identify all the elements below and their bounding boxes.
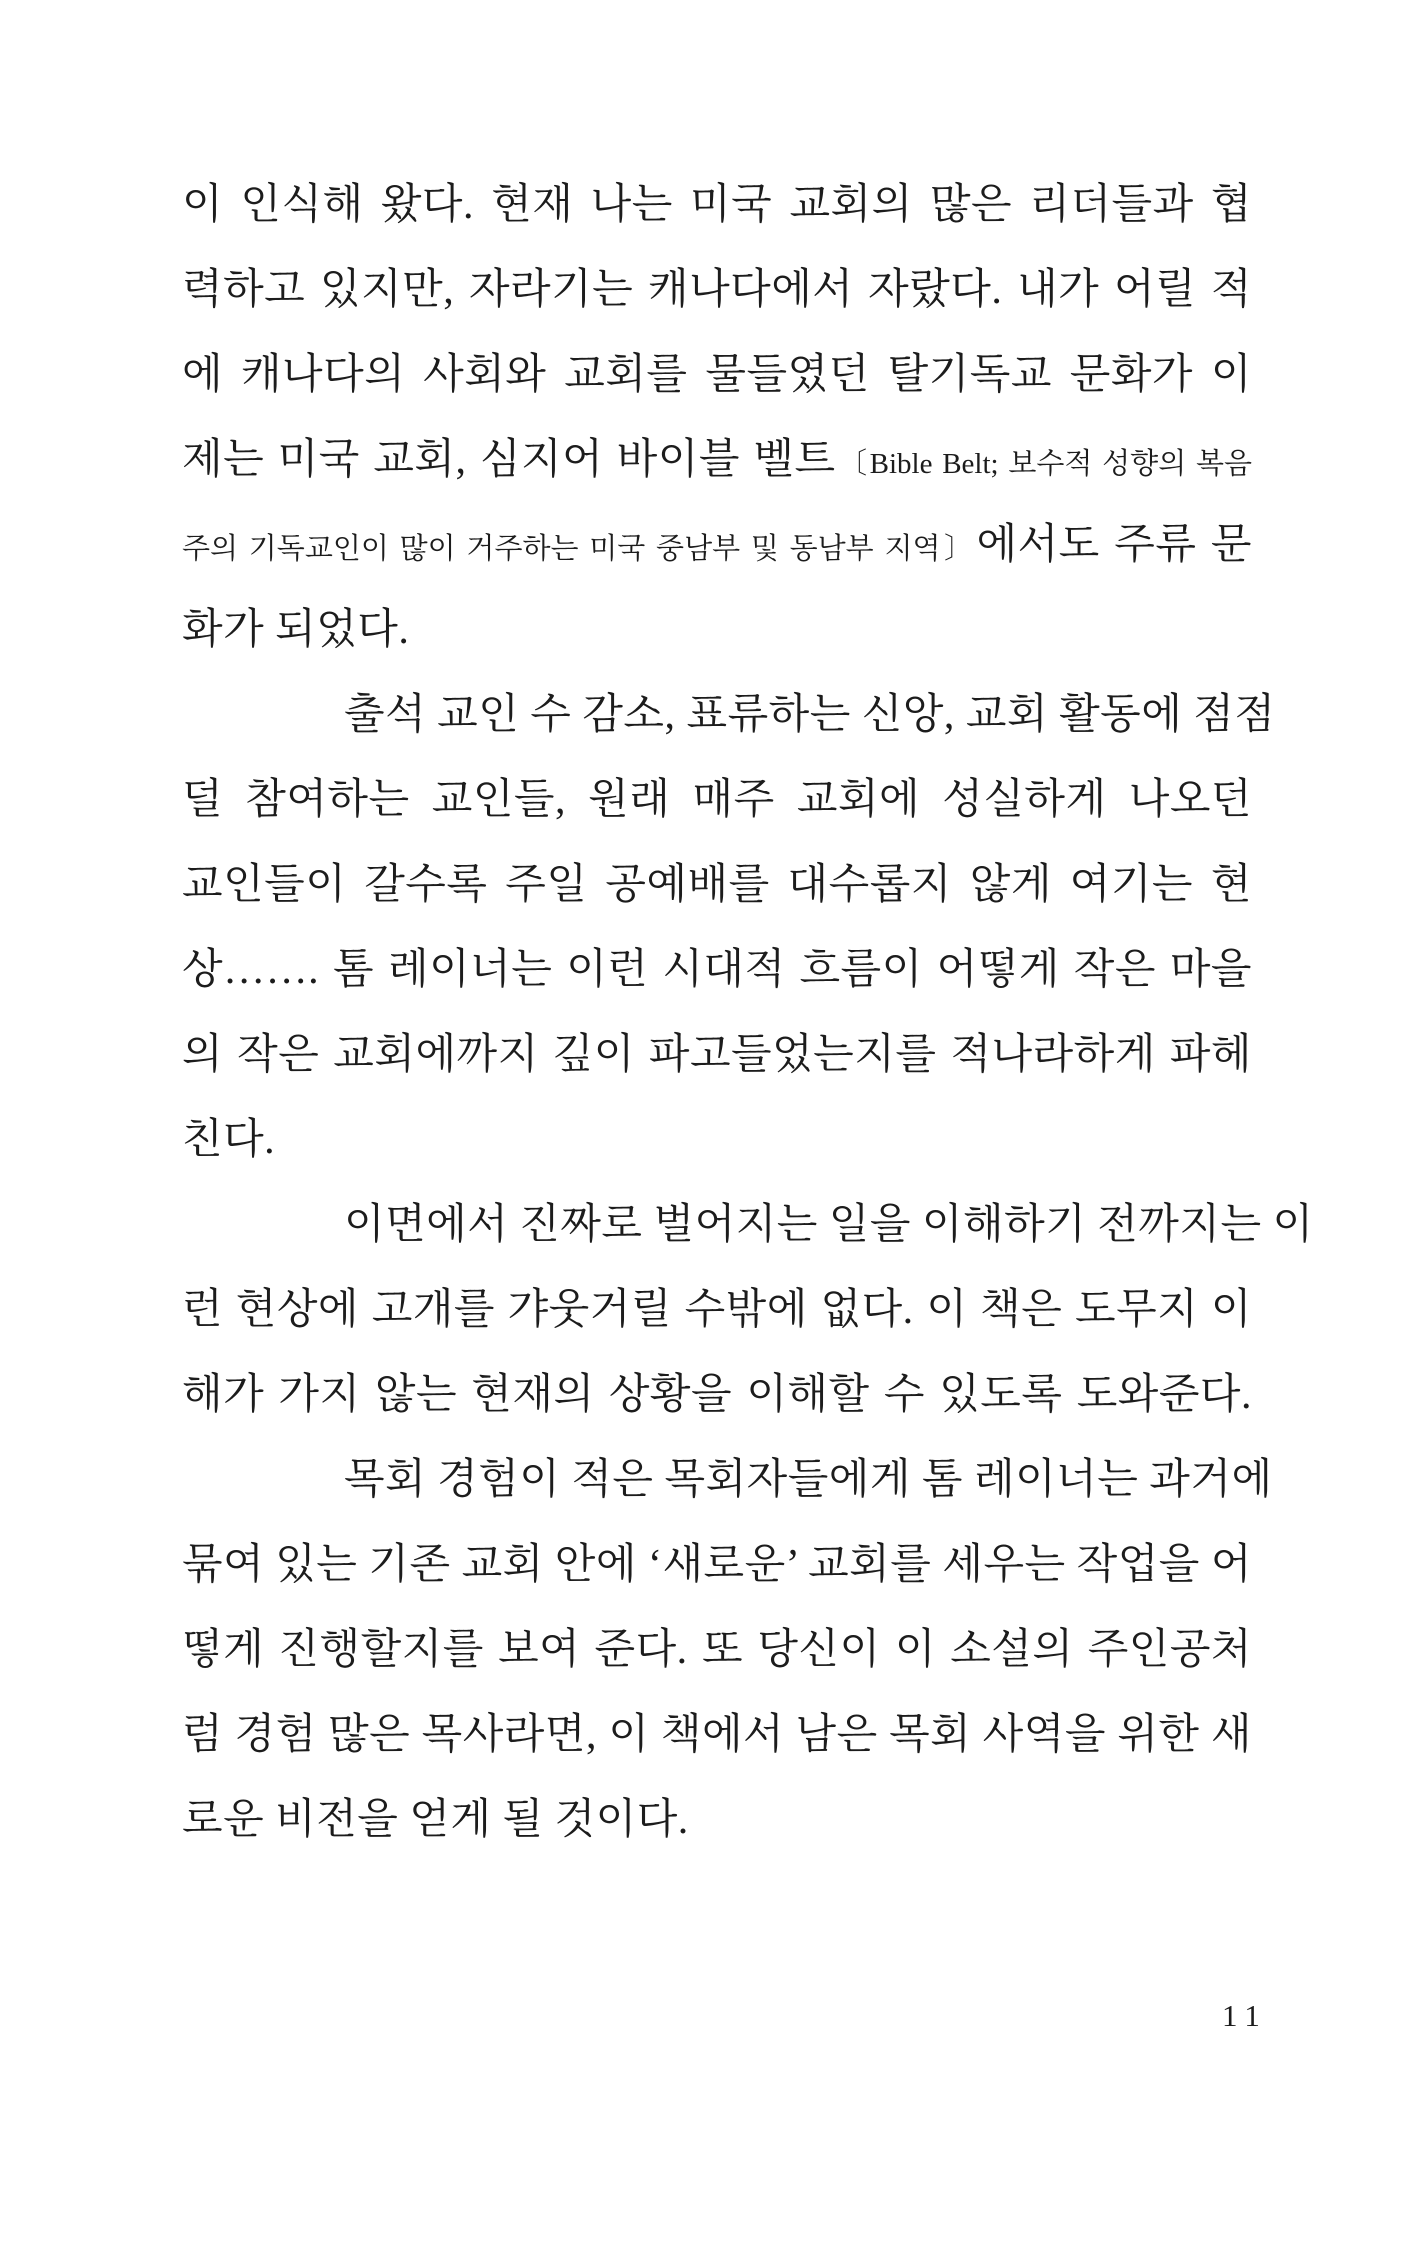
text-line: 이 인식해 왔다. 현재 나는 미국 교회의 많은 리더들과 협	[182, 182, 1252, 228]
text-line: 해가 가지 않는 현재의 상황을 이해할 수 있도록 도와준다.	[182, 1372, 1252, 1418]
text-line: 런 현상에 고개를 갸웃거릴 수밖에 없다. 이 책은 도무지 이	[182, 1287, 1252, 1333]
page-number: 11	[1222, 1998, 1268, 2033]
translator-note: 주의 기독교인이 많이 거주하는 미국 중남부 및 동남부 지역〕	[182, 533, 977, 565]
text-segment: 에서도 주류 문	[976, 522, 1253, 568]
text-line: 의 작은 교회에까지 깊이 파고들었는지를 적나라하게 파헤	[182, 1032, 1252, 1078]
text-line: 에 캐나다의 사회와 교회를 물들였던 탈기독교 문화가 이	[182, 352, 1252, 398]
text-line: 출석 교인 수 감소, 표류하는 신앙, 교회 활동에 점점	[344, 692, 1276, 738]
text-block	[182, 163, 1314, 1863]
paragraph-4	[182, 1438, 1273, 1863]
text-line: 묶여 있는 기존 교회 안에 ‘새로운’ 교회를 세우는 작업을 어	[182, 1542, 1252, 1588]
text-line: 목회 경험이 적은 목회자들에게 톰 레이너는 과거에	[344, 1457, 1273, 1503]
text-line: 상……. 톰 레이너는 이런 시대적 흐름이 어떻게 작은 마을	[182, 947, 1252, 993]
text-line: 교인들이 갈수록 주일 공예배를 대수롭지 않게 여기는 현	[182, 862, 1252, 908]
text-line: 덜 참여하는 교인들, 원래 매주 교회에 성실하게 나오던	[182, 777, 1252, 823]
translator-note: 〔Bible Belt; 보수적 성향의 복음	[835, 448, 1253, 480]
text-line: 친다.	[182, 1117, 276, 1163]
text-segment: 제는 미국 교회, 심지어 바이블 벨트	[182, 437, 836, 483]
paragraph-3	[182, 1183, 1314, 1438]
text-line: 화가 되었다.	[182, 607, 410, 653]
text-line: 럼 경험 많은 목사라면, 이 책에서 남은 목회 사역을 위한 새	[182, 1712, 1252, 1758]
paragraph-2	[182, 673, 1276, 1183]
text-line: 떻게 진행할지를 보여 준다. 또 당신이 이 소설의 주인공처	[182, 1627, 1252, 1673]
text-line: 이면에서 진짜로 벌어지는 일을 이해하기 전까지는 이	[344, 1202, 1314, 1248]
text-line-with-note	[182, 418, 1252, 503]
text-line-with-note	[182, 503, 1252, 588]
text-line: 로운 비전을 얻게 될 것이다.	[182, 1797, 689, 1843]
text-line: 력하고 있지만, 자라기는 캐나다에서 자랐다. 내가 어릴 적	[182, 267, 1252, 313]
paragraph-1	[182, 163, 1252, 673]
